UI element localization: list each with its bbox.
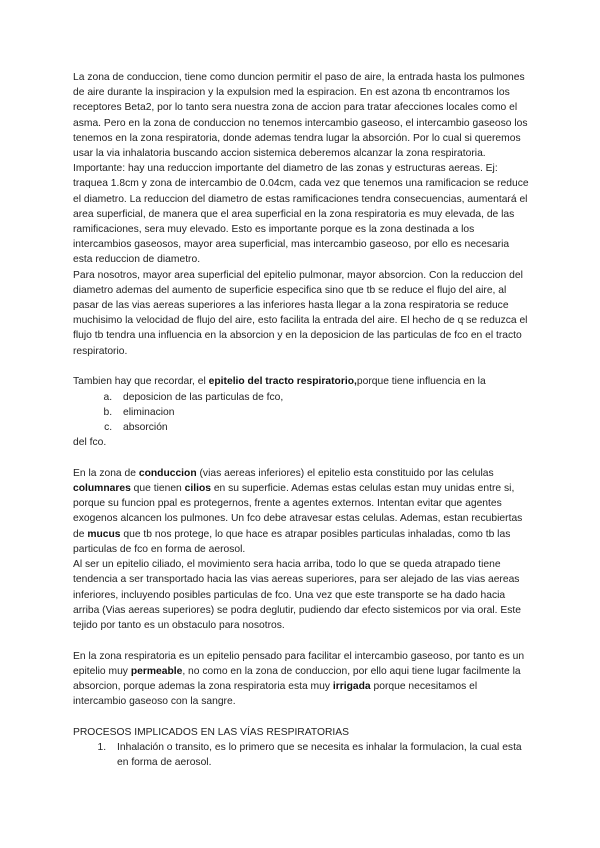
text-run: En la zona respiratoria es un epitelio pensado para facilitar el intercambio gaseoso, por tanto es un epitelio muy [73, 650, 525, 677]
text-run: En la zona de [73, 467, 139, 479]
paragraph-conduccion-intro: La zona de conduccion, tiene como duncion permitir el paso de aire, la entrada hasta los pulmones de aire durante la inspiracion y la expulsion med la espiracion. En est azona tb encontramos los receptores Beta2, por lo tanto sera nuestra zona de accion para tratar afecciones locales como el asma. Pero en la zona de conduccion no tenemos intercambio gaseoso, el intercambio gaseoso los tenemos en la zona respiratoria, donde ademas tendra lugar la absorción. Por lo cual si queremos usar la via inhalatoria buscando accion sistemica deberemos alcanzar la zona respiratoria. [73, 72, 528, 160]
section-heading-procesos: PROCESOS IMPLICADOS EN LAS VÍAS RESPIRATORIAS [73, 726, 349, 738]
paragraph-area-superficial: Para nosotros, mayor area superficial del epitelio pulmonar, mayor absorcion. Con la reduccion del diametro ademas del aumento de superficie especifica sino que tb se reduce el flujo del aire, al pasar de las vias aereas superiores a las inferiores hasta llegar a la zona respiratoria se reduce muchisimo la velocidad de flujo del aire, esto facilita la entrada del aire. El hecho de q se reduzca el flujo tb tendra una influencia en la absorcion y en la deposicion de las particulas de fco en el tracto respiratorio. [73, 269, 528, 357]
text-run: , no como en la zona de conduccion, por ello aqui tiene lugar facilmente la absorcion, porque ademas la zona respiratoria esta muy [73, 665, 521, 693]
text-run: que tb nos protege, lo que hace es atrapar posibles particulas inhaladas, como tb las particulas de fco en forma de aerosol. [73, 528, 511, 555]
bold-columnares: columnares [73, 483, 131, 495]
paragraph-zona-respiratoria [73, 649, 530, 710]
text-run: que tienen [130, 483, 185, 495]
bold-permeable: permeable [130, 665, 183, 677]
list-item: 1. Inhalación o transito, es lo primero que se necesita es inhalar la formulacion, la cual esta en forma de aerosol. [109, 740, 530, 770]
list-item: a. deposicion de las particulas de fco, [115, 390, 530, 405]
text-run: Tambien hay que recordar, el [73, 376, 209, 388]
text-run: porque tiene influencia en la [356, 376, 486, 388]
text-run: (vias aereas inferiores) el epitelio esta constituido por las celulas [196, 467, 494, 479]
bold-epitelio: epitelio del tracto respiratorio, [208, 376, 357, 388]
paragraph-epitelio-ciliado: Al ser un epitelio ciliado, el movimiento sera hacia arriba, todo lo que se queda atrapado tiene tendencia a ser transportado hacia las vias aereas superiores, para ser alejado de las vias aereas inferiores, incluyendo posibles particulas de fco. Una vez que este transporte se ha dado hacia arriba (Vias aereas superiores) se podra deglutir, pudiendo dar efecto sistemicos por via oral. Este tejido por tanto es un obstaculo para nosotros. [73, 559, 521, 631]
bold-cilios: cilios [184, 483, 211, 495]
paragraph-importante: Importante: hay una reduccion importante del diametro de las zonas y estructuras aereas. Ej: traquea 1.8cm y zona de intercambio de 0.04cm, cada vez que tenemos una ramificacion se reduce el diametro. La reduccion del diametro de estas ramificaciones tendra consecuencias, aumentará el area superficial, de manera que el area superficial en la zona respiratoria es muy elevada, de las ramificaciones, sera muy elevado. Esto es importante porque es la zona destinada a los intercambios gaseosos, mayor area superficial, mas intercambio gaseoso, por ello es necesaria esta reduccion de diametro. [73, 163, 529, 266]
influence-list [73, 390, 530, 436]
procesos-list [73, 740, 530, 770]
bold-conduccion: conduccion [138, 467, 197, 479]
text-run: porque necesitamos el intercambio gaseoso con la sangre. [73, 681, 478, 708]
bold-irrigada: irrigada [332, 681, 371, 693]
paragraph-zona-conduccion [73, 466, 530, 557]
paragraph-epitelio-intro [73, 374, 530, 389]
paragraph-gap [73, 709, 530, 725]
paragraph-gap [73, 359, 530, 375]
list-item: c. absorción [115, 420, 530, 435]
paragraph-gap [73, 633, 530, 649]
paragraph-gap [73, 450, 530, 466]
text-run: en su superficie. Ademas estas celulas estan muy unidas entre si, porque su funcion ppal es protegernos, frente a agentes externos. Intentan evitar que agentes exogenos alcancen los pulmones. Un fco debe atravesar estas celulas. Ademas, estan recubiertas de [73, 483, 523, 540]
paragraph-del-fco: del fco. [73, 437, 107, 449]
bold-mucus: mucus [87, 528, 121, 540]
list-item: b. eliminacion [115, 405, 530, 420]
